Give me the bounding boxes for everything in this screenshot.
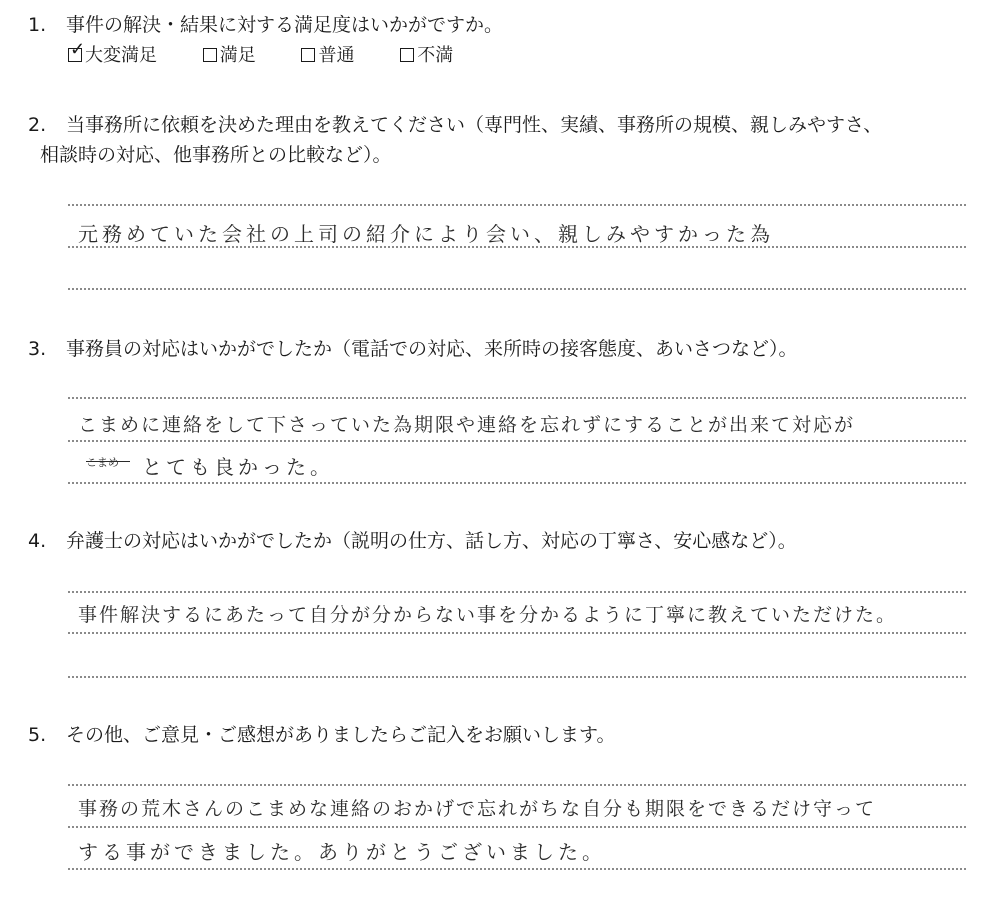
- question-text: 弁護士の対応はいかがでしたか（説明の仕方、話し方、対応の丁寧さ、安心感など）。: [66, 530, 797, 552]
- check-mark-icon: ✓: [70, 39, 86, 60]
- option-label: 普通: [318, 45, 355, 66]
- question-2: [28, 110, 883, 166]
- option-satisfied[interactable]: [203, 42, 256, 70]
- answer-line: [68, 868, 966, 870]
- checkbox-checked[interactable]: [68, 39, 86, 62]
- answer-5-line-2: する事ができました。ありがとうございました。: [78, 840, 606, 864]
- answer-5-line-1: 事務の荒木さんのこまめな連絡のおかげで忘れがちな自分も期限をできるだけ守って: [78, 798, 877, 820]
- question-3: [28, 334, 798, 364]
- question-5: [28, 720, 615, 750]
- answer-line: [68, 397, 966, 399]
- question-text: 当事務所に依頼を決めた理由を教えてください（専門性、実績、事務所の規模、親しみやすさ、: [66, 114, 883, 136]
- option-dissatisfied[interactable]: [400, 42, 453, 70]
- question-text: 事件の解決・結果に対する満足度はいかがですか。: [66, 14, 504, 36]
- question-number: 5.: [28, 724, 47, 746]
- answer-line: [68, 826, 966, 828]
- answer-line: [68, 288, 966, 290]
- answer-line: [68, 246, 966, 248]
- satisfaction-options: [68, 39, 493, 70]
- question-number: 3.: [28, 338, 47, 360]
- answer-line: [68, 676, 966, 678]
- checkbox[interactable]: [203, 48, 217, 62]
- struck-out-text: こまめ: [86, 454, 130, 468]
- answer-line: [68, 784, 966, 786]
- question-1: [28, 10, 503, 40]
- answer-line: [68, 440, 966, 442]
- answer-2-line-1: 元務めていた会社の上司の紹介により会い、親しみやすかった為: [78, 222, 774, 246]
- checkbox[interactable]: [301, 48, 315, 62]
- question-text-continued: 相談時の対応、他事務所との比較など）。: [40, 144, 392, 166]
- option-label: 大変満足: [85, 45, 157, 66]
- option-neutral[interactable]: [301, 42, 354, 70]
- answer-line: [68, 632, 966, 634]
- option-very-satisfied[interactable]: [68, 39, 157, 70]
- option-label: 不満: [417, 45, 454, 66]
- option-label: 満足: [219, 45, 256, 66]
- answer-3-line-1: こまめに連絡をして下さっていた為期限や連絡を忘れずにすることが出来て対応が: [78, 414, 856, 436]
- question-number: 1.: [28, 14, 47, 36]
- checkbox[interactable]: [400, 48, 414, 62]
- question-number: 4.: [28, 530, 47, 552]
- question-text: 事務員の対応はいかがでしたか（電話での対応、来所時の接客態度、あいさつなど）。: [66, 338, 798, 360]
- question-number: 2.: [28, 114, 47, 136]
- answer-line: [68, 204, 966, 206]
- answer-line: [68, 482, 966, 484]
- answer-4-line-1: 事件解決するにあたって自分が分からない事を分かるように丁寧に教えていただけた。: [78, 604, 898, 626]
- answer-3-line-2: とても良かった。: [142, 455, 334, 479]
- question-text: その他、ご意見・ご感想がありましたらご記入をお願いします。: [66, 724, 616, 746]
- question-4: [28, 526, 797, 556]
- answer-line: [68, 591, 966, 593]
